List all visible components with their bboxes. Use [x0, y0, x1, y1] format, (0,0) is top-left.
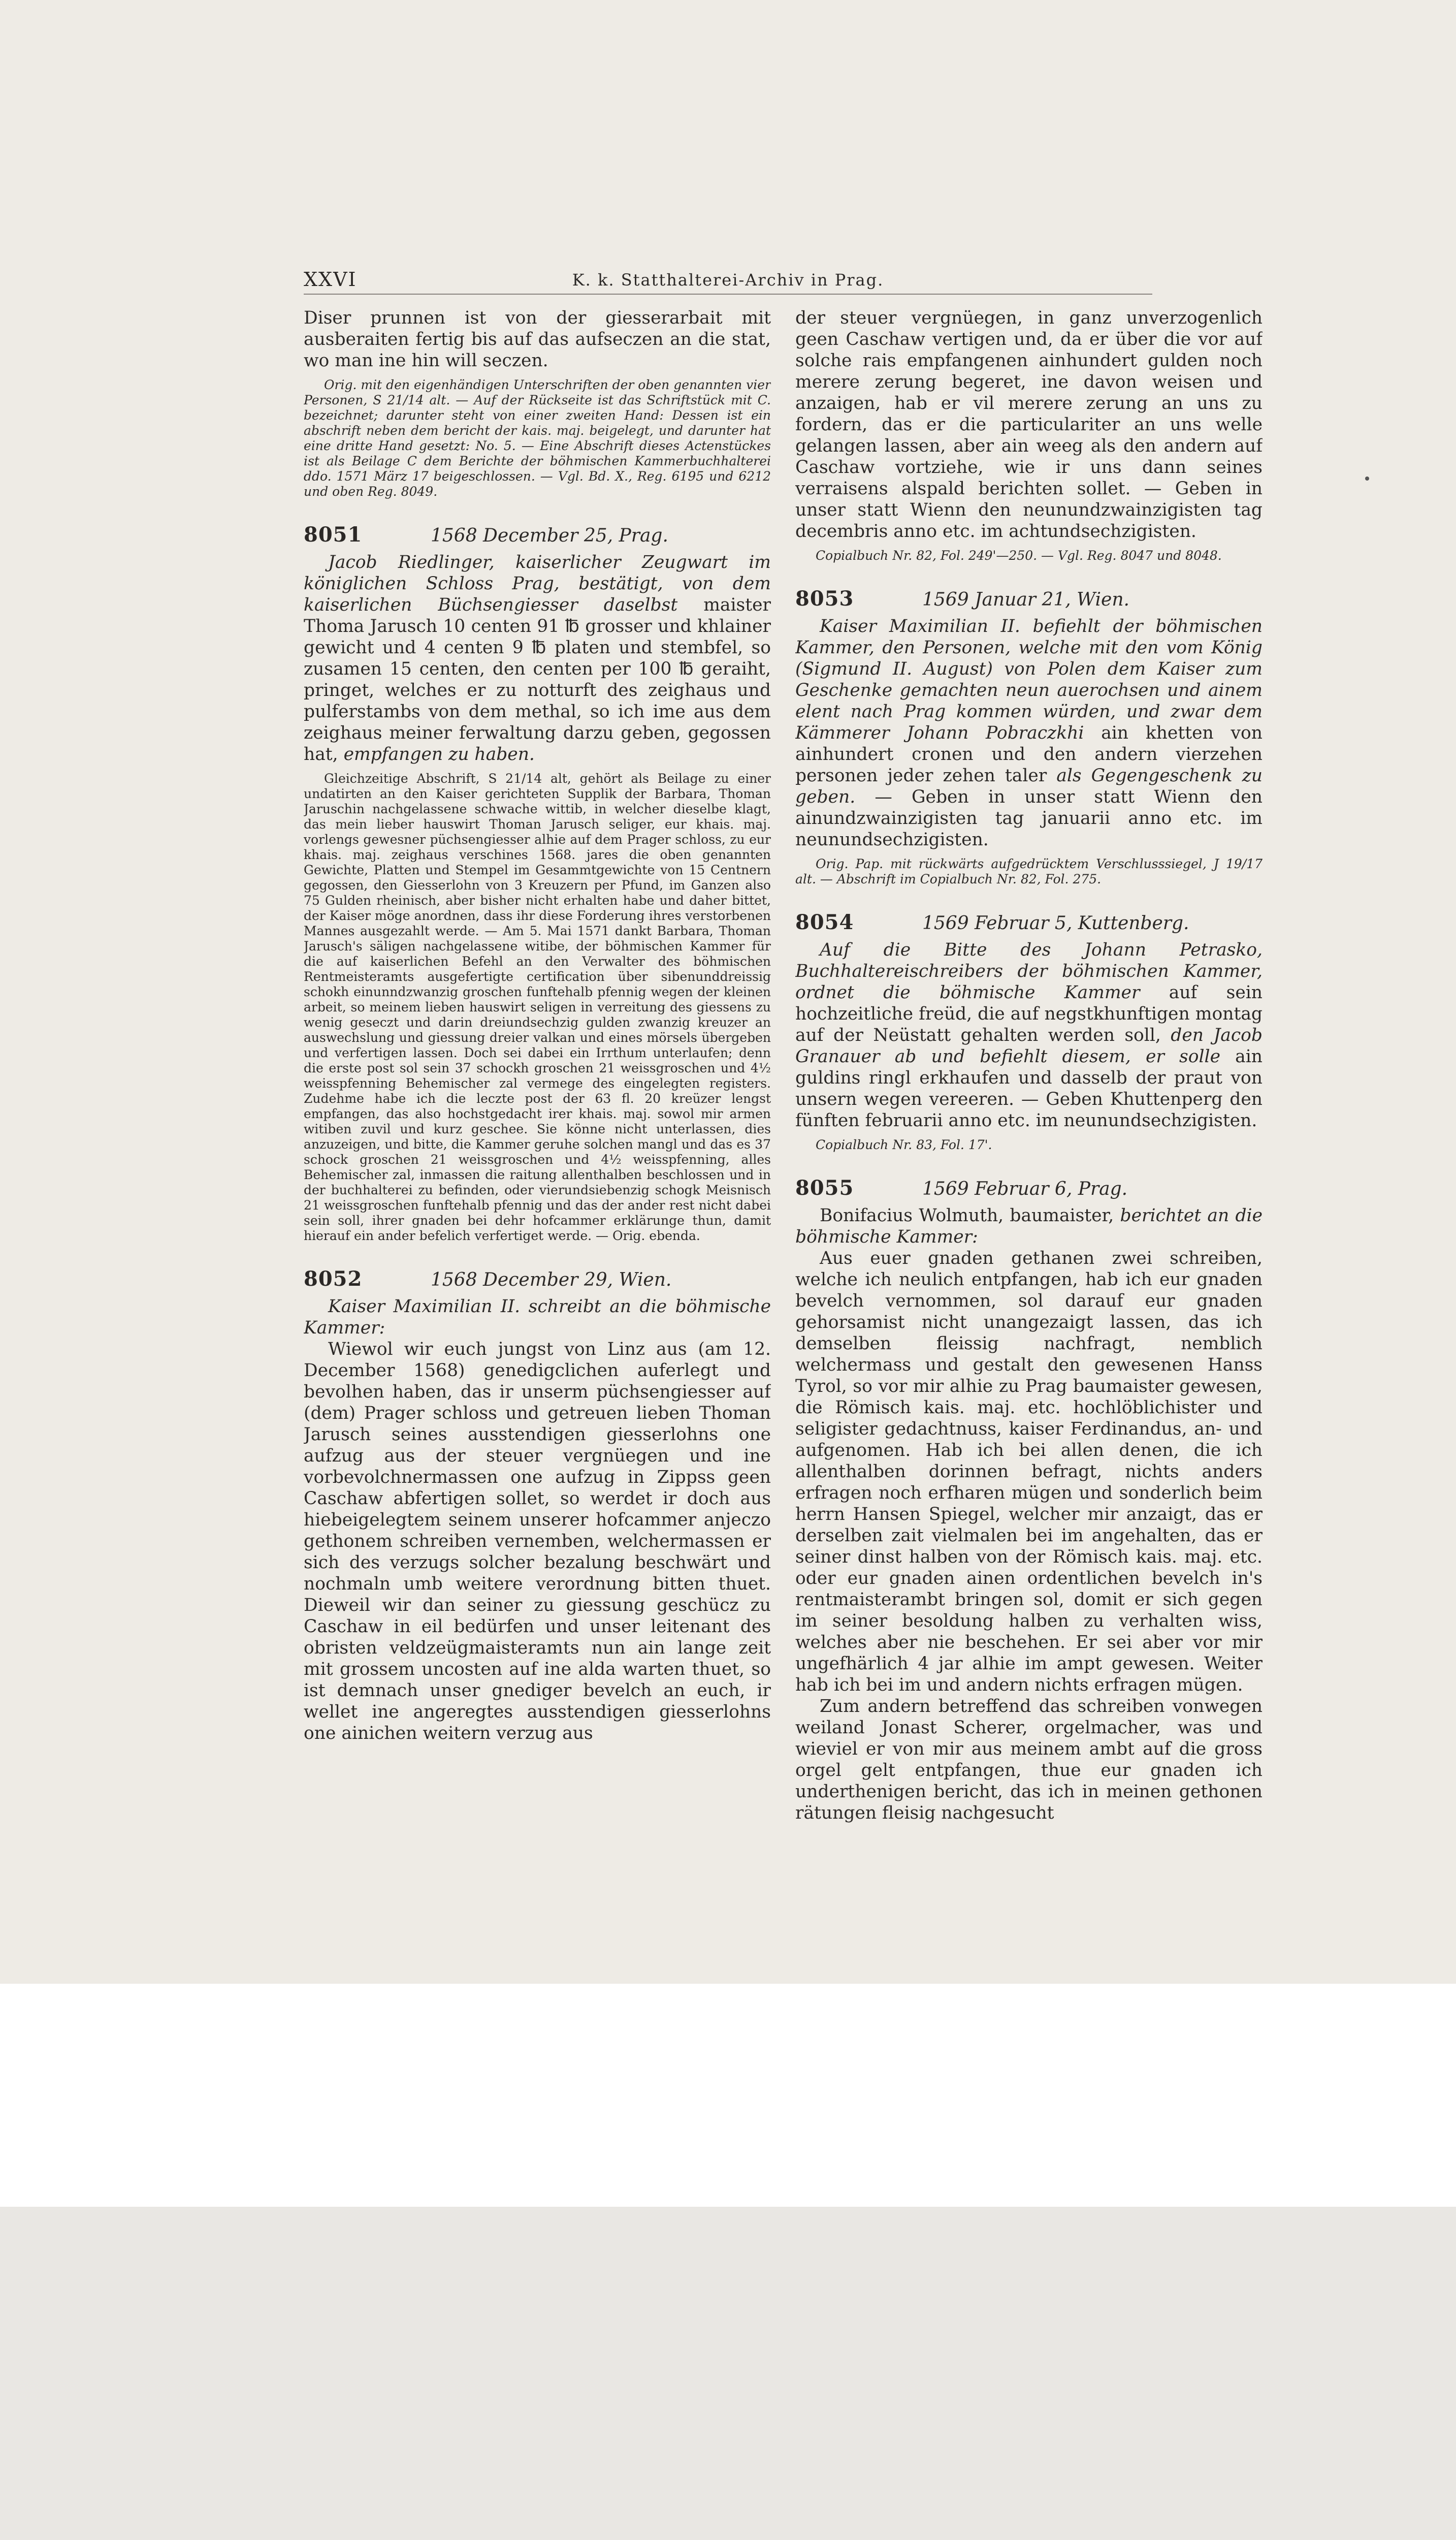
intro-note: Orig. mit den eigenhändigen Unterschriften der oben genannten vier Personen, S 21/14 alt. — Auf der Rückseite ist das Schriftstück mit C. bezeichnet; darunter steht von einer zweiten Hand: Dessen ist ein abschrift neben dem bericht der kais. maj. beigelegt, und darunter hat eine dritte Hand gesetzt: No. 5. — Eine Abschrift dieses Actenstückes ist als Beilage C dem Berichte der böhmischen Kammerbuchhalterei ddo. 1571 März 17 beigeschlossen. — Vgl. Bd. X., Reg. 6195 und 6212 und oben Reg. 8049. [304, 377, 771, 499]
entry-8054-summary [795, 939, 1263, 1131]
entry-date: 1569 Februar 5, Kuttenberg. [922, 913, 1189, 934]
entry-8055-paragraph-2: Zum andern betreffend das schreiben vonwegen weiland Jonast Scherer, orgelmacher, was und wieviel er von mir aus meinem ambt auf die gross orgel gelt entpfangen, thue eur gnaden ich underthenigen bericht, das ich in meinen gethonen rätungen fleisig nachgesucht [795, 1696, 1263, 1823]
running-title: K. k. Statthalterei-Archiv in Prag. [572, 270, 884, 290]
entry-body-text: ain khetten von ainhundert cronen und den andern vierzehen personen jeder zehen taler [795, 723, 1263, 786]
entry-number: 8055 [795, 1176, 854, 1200]
entry-summary-text: berichtet an die böhmische Kammer: [795, 1205, 1263, 1247]
entry-8055-heading [795, 1176, 1263, 1200]
entry-8052-summary: Kaiser Maximilian II. schreibt an die böhmische Kammer: [304, 1296, 771, 1338]
entry-date: 1568 December 29, Wien. [431, 1269, 672, 1290]
left-column [304, 307, 771, 1862]
entry-8052-text: Wiewol wir euch jungst von Linz aus (am 12. December 1568) genedigclichen auferlegt und bevolhen haben, das ir unserm püchsengiesser auf (dem) Prager schloss und getreuen lieben Thoman Jarusch seines ausstendigen giesserlohns one aufzug aus der steuer vergnüegen und ine vorbevolchnermassen one aufzug in Zippss geen Caschaw abfertigen sollet, so werdet ir doch aus hiebeigelegtem seinem unserer hofcammer anjeczo gethonem schreiben vernemben, welchermassen er sich des verzugs solcher bezalung beschwärt und nochmaln umb weitere verordnung bitten thuet. Dieweil wir dan seiner zu giessung geschücz zu Caschaw in eil bedürfen und unser leitenant des obristen veldzeügmaisteramts nun ain lange zeit mit grossem uncosten auf ine alda warten thuet, so ist demnach unser gnediger bevelch an euch, ir wellet ine angeregtes ausstendigen giesserlohns one ainichen weitern verzug aus [304, 1339, 771, 1743]
entry-8054-note: Copialbuch Nr. 83, Fol. 17'. [816, 1137, 992, 1152]
entry-8051-heading [304, 523, 771, 547]
entry-summary-end: empfangen zu haben. [343, 744, 535, 765]
entry-summary-text: Kaiser Maximilian II. befiehlt der böhmischen Kammer, den Personen, welche mit den vom König (Sigmund II. August) von Polen dem Kaiser zum Geschenke gemachten neun auerochsen und ainem elent nach Prag kommen würden, und zwar dem Kämmerer Johann Pobraczkhi [795, 616, 1263, 743]
entry-body-text: maister Thoma Jarusch 10 centen 91 ℔ grosser und khlainer gewicht und 4 centen 9 ℔ platen und stembfel, so zusamen 15 centen, den centen per 100 ℔ geraiht, pringet, welches er zu notturft des zeighaus und pulferstambs von dem methal, so ich ime aus dem zeighaus meiner ferwaltung darzu geben, gegossen hat, [304, 595, 771, 765]
entry-body-end: — Geben in unser statt Wienn den ainundzwainzigisten tag januarii anno etc. im neunundsechzigisten. [795, 787, 1263, 850]
page-number: XXVI [304, 268, 357, 291]
digitization-footer [0, 1984, 1456, 2207]
entry-8051-summary [304, 552, 771, 765]
entry-summary-italic: als Gegengeschenk zu geben. [795, 766, 1263, 807]
entry-number: 8051 [304, 523, 363, 547]
entry-8053-note: Orig. Pap. mit rückwärts aufgedrücktem Verschlusssiegel, J 19/17 alt. — Abschrift im Copialbuch Nr. 82, Fol. 275. [795, 856, 1263, 886]
entry-summary-text: Jacob Riedlinger, kaiserlicher Zeugwart im königlichen Schloss Prag, bestätigt, von dem kaiserlichen Büchsengiesser daselbst [304, 552, 771, 615]
entry-body-end: ain guldins ringl erkhaufen und dasselb der praut von unsern wegen vereeren. — Geben Khuttenperg den fünften februarii anno etc. im neunundsechzigisten. [795, 1046, 1263, 1131]
entry-8052-heading [304, 1267, 771, 1291]
entry-summary-italic: den Jacob Granauer ab und befiehlt diesem, er solle [795, 1025, 1263, 1067]
right-column [795, 307, 1263, 1862]
entry-body-text: auf sein hochzeitliche freüd, die auf negstkhunftigen montag auf der Neüstatt gehalten werden soll, [795, 982, 1263, 1045]
entry-number: 8052 [304, 1267, 363, 1291]
entry-date: 1568 December 25, Prag. [431, 525, 668, 546]
intro-paragraph: Diser prunnen ist von der giesserarbait mit ausberaiten fertig bis auf das aufseczen an die stat, wo man ine hin will seczen. [304, 308, 771, 371]
entry-8055-paragraph-1: Aus euer gnaden gethanen zwei schreiben, welche ich neulich entpfangen, hab ich eur gnaden bevelch vernommen, sol darauf eur gnaden gehorsamist nicht unangezaigt lassen, das ich demselben fleissig nachfragt, nemblich welchermass und gestalt den gewesenen Hanss Tyrol, so vor mir alhie zu Prag baumaister gewesen, die Römisch kais. maj. etc. hochlöblichister und seligister gedachtnuss, kaiser Ferdinandus, an- und aufgenomen. Hab ich bei allen denen, die ich allenthalben dorinnen befragt, nichts anders erfragen noch erfharen mügen und sonderlich beim herrn Hansen Spiegel, welcher mir anzaigt, das er derselben zait vielmalen bei im angehalten, das er seiner dinst halben von der Römisch kais. maj. etc. oder eur gnaden ainen ordentlichen bevelch in's rentmaisterambt bringen sol, domit er sich gegen im seiner besoldung halben zu verhalten wiss, welches aber nie beschehen. Er sei aber vor mir ungefhärlich 4 jar alhie im ampt gewesen. Weiter hab ich bei im und andern nichts erfragen mügen. [795, 1248, 1263, 1695]
entry-8052-continuation: der steuer vergnüegen, in ganz unverzogenlich geen Caschaw vertigen und, da er über die vor auf solche rais empfangenen ainhundert gulden noch merere zerung begeret, ine davon weisen und anzaigen, hab er vil merere zerung an uns zu fordern, das er die particulariter an uns welle gelangen lassen, aber ain weeg als den andern auf Caschaw vortziehe, wie ir uns dann seines verraisens alspald berichten sollet. — Geben in unser statt Wienn den neunundzwainzigisten tag decembris anno etc. im achtundsechzigisten. [795, 308, 1263, 542]
entry-date: 1569 Februar 6, Prag. [922, 1179, 1128, 1199]
page-speck [1365, 477, 1369, 481]
entry-8054-heading [795, 910, 1263, 934]
entry-8053-summary [795, 616, 1263, 850]
entry-number: 8053 [795, 587, 854, 611]
header-rule [304, 294, 1152, 295]
entry-8051-note: Gleichzeitige Abschrift, S 21/14 alt, gehört als Beilage zu einer undatirten an den Kaiser gerichteten Supplik der Barbara, Thoman Jaruschin nachgelassene schwache wittib, in welcher dieselbe klagt, das mein lieber hauswirt Thoman Jarusch seliger, eur khais. maj. vorlengs gewesner püchsengiesser alhie auf dem Prager schloss, zu eur khais. maj. zeighaus verschines 1568. jares die oben genannten Gewichte, Platten und Stempel im Gesammtgewichte von 15 Centnern gegossen, den Giesserlohn von 3 Kreuzern per Pfund, im Ganzen also 75 Gulden rheinisch, aber bisher nicht erhalten habe und daher bittet, der Kaiser möge anordnen, dass ihr diese Forderung ihres verstorbenen Mannes ausgezahlt werde. — Am 5. Mai 1571 dankt Barbara, Thoman Jarusch's säligen nachgelassene witibe, der böhmischen Kammer für die auf kaiserlichen Befehl an den Verwalter des böhmischen Rentmeisteramts ausgefertigte certification über sibenunddreissig schokh einunndzwanzig groschen funftehalb pfennig wegen der kleinen arbeit, so meinem lieben hauswirt seligen in verreitung des giessens zu wenig geseczt und darin dreiundsechzig gulden zwanzig kreuzer an auswechslung und giessung dreier valkan und eines mörsels übergeben und verfertigen lassen. Doch sei dabei ein Irrthum unterlaufen; denn die erste post sol sein 37 schockh groschen 21 weissgroschen und 4½ weisspfenning Behemischer zal vermege des eingelegten registers. Zudehme habe ich die leczte post der 63 fl. 20 kreüzer lengst empfangen, das also hochstgedacht irer khais. maj. sowol mir armen witiben zuvil und kurz geschee. Sie könne nicht unterlassen, dies anzuzeigen, und bitte, die Kammer geruhe solchen mangl und das es 37 schock groschen 21 weissgroschen und 4½ weisspfenning, alles Behemischer zal, inmassen die raitung allenthalben beschlossen und in der buchhalterei zu befinden, oder vierundsiebenzig schogk Meisnisch 21 weissgroschen funftehalb pfennig und das der ander rest nicht dabei sein soll, ihrer gnaden bei dehr hofcammer erklärunge thun, damit hierauf ein ander befelich verfertiget werde. — Orig. ebenda. [304, 771, 771, 1243]
entry-author: Bonifacius Wolmuth, baumaister, [820, 1205, 1114, 1226]
entry-8055-summary [795, 1205, 1263, 1248]
entry-summary-text: Auf die Bitte des Johann Petrasko, Buchhaltereischreibers der böhmischen Kammer, ordnet die böhmische Kammer [795, 940, 1263, 1003]
entry-8052-note: Copialbuch Nr. 82, Fol. 249'—250. — Vgl. Reg. 8047 und 8048. [816, 548, 1222, 563]
entry-number: 8054 [795, 910, 854, 934]
entry-date: 1569 Januar 21, Wien. [922, 589, 1129, 610]
entry-8053-heading [795, 587, 1263, 611]
